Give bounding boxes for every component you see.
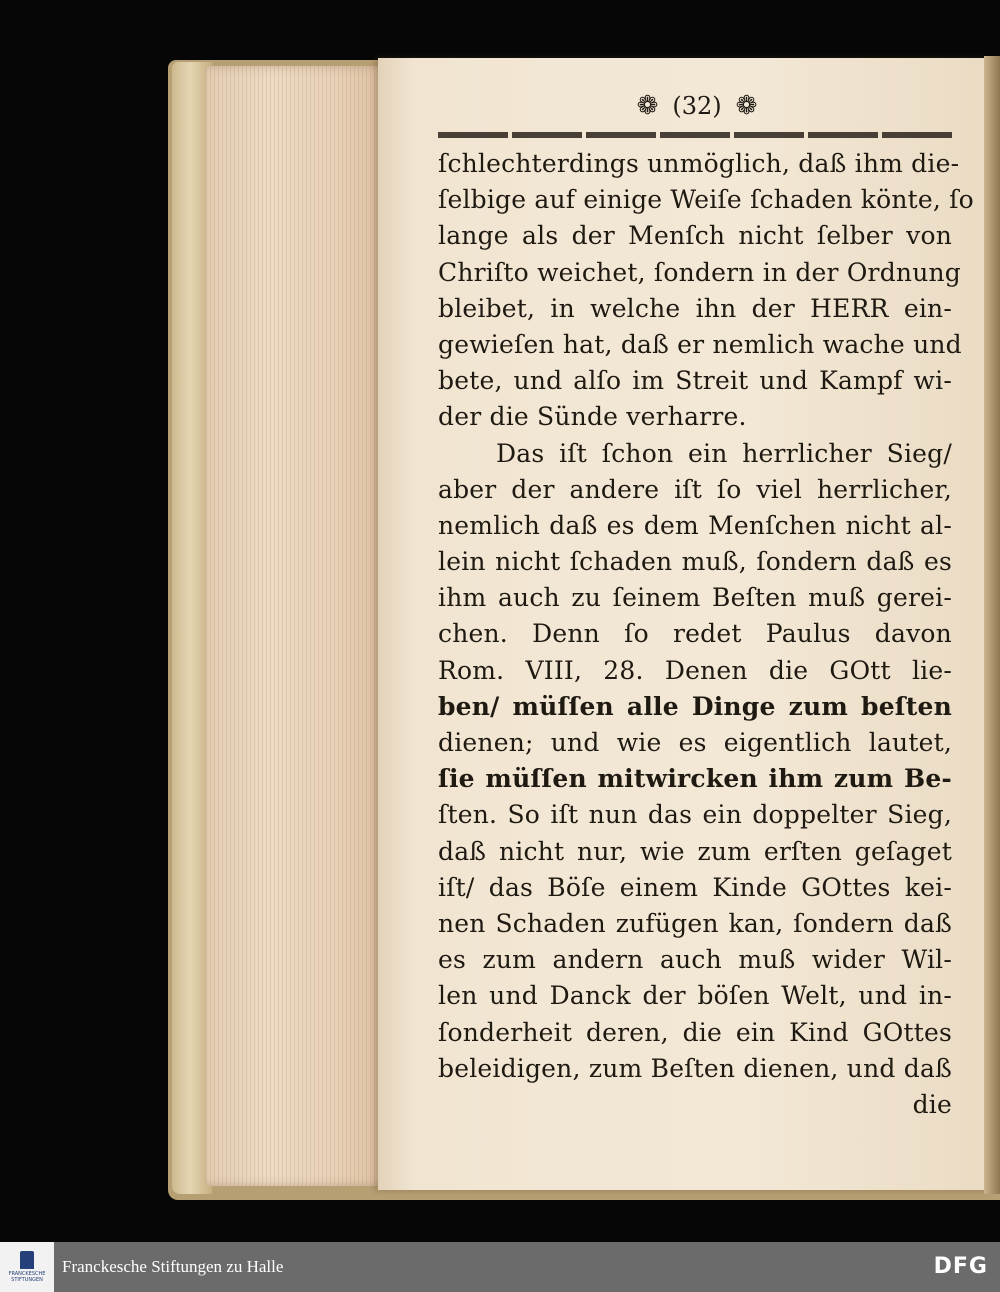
- text-line: daß nicht nur, wie zum erſten geſaget: [438, 836, 952, 866]
- institution-name[interactable]: Franckesche Stiftungen zu Halle: [62, 1257, 284, 1276]
- page-text: [438, 146, 974, 1123]
- text-line: Rom. VIII, 28. Denen die GOtt lie-: [438, 655, 952, 685]
- text-line: len und Danck der böſen Welt, und in-: [438, 981, 952, 1011]
- text-line: lein nicht ſchaden muß, ſondern daß es: [438, 547, 952, 577]
- running-head: [612, 88, 782, 124]
- flower-ornament-icon: ❁: [735, 91, 758, 121]
- text-line: aber der andere iſt ſo viel herrlicher,: [438, 474, 952, 504]
- logo-caption: FRANCKESCHE STIFTUNGEN: [8, 1271, 46, 1283]
- text-line: gewieſen hat, daß er nemlich wache und: [438, 329, 962, 359]
- text-line: beleidigen, zum Beſten dienen, und daß: [438, 1053, 952, 1083]
- building-icon: [20, 1251, 34, 1269]
- catchword: die: [912, 1089, 952, 1119]
- text-line: chen. Denn ſo redet Paulus davon: [438, 619, 952, 649]
- text-line: ſchlechterdings unmöglich, daß ihm die-: [438, 149, 960, 178]
- page-number: (32): [672, 92, 722, 120]
- text-line: bete, und alſo im Streit und Kampf wi-: [438, 366, 952, 396]
- text-line: ben/ müſſen alle Dinge zum beſten: [438, 691, 952, 721]
- text-line: iſt/ das Böſe einem Kinde GOttes kei-: [438, 872, 952, 902]
- dfg-logo[interactable]: DFG: [933, 1254, 988, 1279]
- text-line: bleibet, in welche ihn der HERR ein-: [438, 293, 952, 323]
- text-line: ſie müſſen mitwircken ihm zum Be-: [438, 764, 952, 794]
- book-fore-edge: [206, 66, 392, 1186]
- text-line: ihm auch zu ſeinem Beſten muß gerei-: [438, 583, 952, 613]
- text-line: es zum andern auch muß wider Wil-: [438, 945, 952, 975]
- text-line: nen Schaden zufügen kan, ſondern daß: [438, 908, 952, 938]
- text-line: Chriſto weichet, ſondern in der Ordnung: [438, 257, 961, 287]
- text-line: ſelbige auf einige Weiſe ſchaden könte, ſo: [438, 185, 974, 215]
- viewer-footer: [0, 1242, 1000, 1292]
- header-rule: [438, 132, 952, 138]
- page-gutter: [984, 56, 1000, 1194]
- flower-ornament-icon: ❁: [636, 91, 659, 121]
- text-line: ſonderheit deren, die ein Kind GOttes: [438, 1017, 952, 1047]
- text-line: der die Sünde verharre.: [438, 402, 747, 432]
- text-line: Das iſt ſchon ein herrlicher Sieg/: [496, 438, 952, 468]
- text-line: ſten. So iſt nun das ein doppelter Sieg,: [438, 800, 952, 830]
- text-line: nemlich daß es dem Menſchen nicht al-: [438, 510, 952, 540]
- institution-logo[interactable]: [0, 1242, 54, 1292]
- text-line: dienen; und wie es eigentlich lautet,: [438, 728, 952, 757]
- text-line: lange als der Menſch nicht ſelber von: [438, 221, 952, 251]
